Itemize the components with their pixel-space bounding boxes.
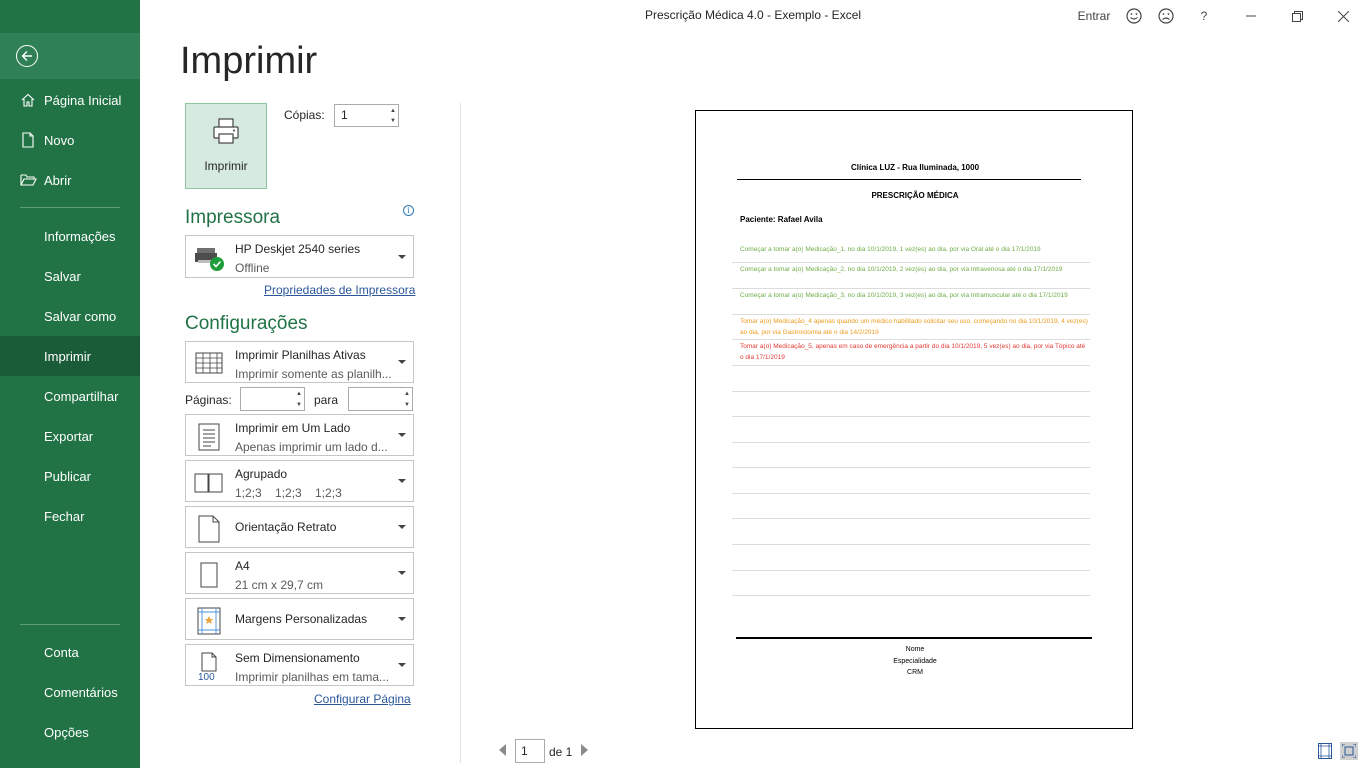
scaling-subtitle: Imprimir planilhas em tama... bbox=[235, 670, 390, 684]
print-preview-page bbox=[695, 110, 1133, 729]
collation-dropdown[interactable] bbox=[185, 460, 414, 502]
paper-size-icon bbox=[190, 557, 228, 593]
next-page-icon[interactable] bbox=[581, 744, 588, 756]
one-sided-page-icon bbox=[190, 419, 228, 455]
open-folder-icon bbox=[19, 171, 37, 189]
preview-row-line bbox=[732, 391, 1090, 392]
print-what-title: Imprimir Planilhas Ativas bbox=[235, 348, 366, 362]
spin-down-icon[interactable]: ▼ bbox=[390, 118, 396, 124]
pages-to-input[interactable] bbox=[348, 387, 413, 411]
close-icon[interactable] bbox=[1328, 0, 1358, 32]
sidebar-item-new[interactable] bbox=[0, 120, 140, 160]
pages-from-input[interactable] bbox=[240, 387, 305, 411]
printer-name: HP Deskjet 2540 series bbox=[235, 242, 361, 256]
backstage-sidebar bbox=[0, 0, 140, 768]
preview-footer-specialty: Especialidade bbox=[893, 658, 937, 665]
preview-row-line bbox=[732, 570, 1090, 571]
panel-divider bbox=[460, 103, 461, 763]
sidebar-item-home[interactable] bbox=[0, 80, 140, 120]
orientation-title: Orientação Retrato bbox=[235, 520, 337, 534]
preview-footer-crm: CRM bbox=[907, 669, 923, 676]
copies-label: Cópias: bbox=[284, 108, 325, 122]
spin-down-icon[interactable]: ▼ bbox=[404, 402, 410, 408]
preview-signature-line bbox=[736, 637, 1092, 639]
preview-header-rule bbox=[737, 179, 1081, 180]
scaling-dropdown[interactable] bbox=[185, 644, 414, 686]
sidebar-item-label: Fechar bbox=[44, 508, 85, 524]
spin-up-icon[interactable]: ▲ bbox=[404, 391, 410, 397]
home-icon bbox=[19, 91, 37, 109]
preview-row-line bbox=[732, 416, 1090, 417]
sides-dropdown[interactable] bbox=[185, 414, 414, 456]
print-button-label: Imprimir bbox=[204, 159, 248, 173]
sides-title: Imprimir em Um Lado bbox=[235, 421, 351, 435]
show-margins-icon[interactable] bbox=[1316, 742, 1334, 760]
sidebar-divider bbox=[20, 624, 120, 625]
sidebar-item-label: Novo bbox=[44, 132, 75, 148]
preview-row-line bbox=[732, 467, 1090, 468]
preview-medication: Começar a tomar a(o) Medicação_2, no dia 10/1/2019, 2 vez(es) ao dia, por via Intravenosa até o dia 17/1/2019 bbox=[740, 266, 1063, 273]
margins-dropdown[interactable] bbox=[185, 598, 414, 640]
sidebar-item-publish[interactable] bbox=[0, 456, 140, 496]
portrait-page-icon bbox=[190, 511, 228, 547]
preview-patient: Paciente: Rafael Avila bbox=[740, 215, 823, 224]
scaling-icon-text: 100 bbox=[198, 672, 215, 683]
settings-section-title: Configurações bbox=[185, 313, 308, 334]
preview-row-line bbox=[732, 339, 1090, 340]
smile-feedback-icon[interactable] bbox=[1124, 0, 1144, 32]
preview-document-title: PRESCRIÇÃO MÉDICA bbox=[871, 191, 959, 200]
previous-page-icon[interactable] bbox=[499, 744, 506, 756]
sidebar-item-label: Opções bbox=[44, 724, 89, 740]
preview-row-line bbox=[732, 595, 1090, 596]
title-bar bbox=[140, 0, 1366, 32]
preview-row-line bbox=[732, 544, 1090, 545]
sidebar-item-account[interactable] bbox=[0, 632, 140, 672]
sidebar-item-label: Salvar como bbox=[44, 308, 117, 324]
preview-medication: Começar a tomar a(o) Medicação_3, no dia 10/1/2019, 3 vez(es) ao dia, por via Intramuscular até o dia 17/1/2019 bbox=[740, 292, 1068, 299]
page-title: Imprimir bbox=[180, 40, 318, 82]
printer-ready-icon bbox=[190, 240, 228, 276]
sides-subtitle: Apenas imprimir um lado d... bbox=[235, 440, 388, 454]
preview-row-line bbox=[732, 288, 1090, 289]
chevron-down-icon bbox=[398, 433, 406, 437]
pages-to-label: para bbox=[314, 393, 339, 407]
preview-footer-name: Nome bbox=[905, 646, 925, 653]
preview-row-line bbox=[732, 518, 1090, 519]
preview-clinic-header: Clínica LUZ - Rua Iluminada, 1000 bbox=[850, 163, 980, 172]
sidebar-item-label: Publicar bbox=[44, 468, 91, 484]
copies-stepper[interactable] bbox=[334, 104, 399, 127]
no-scaling-icon bbox=[190, 649, 228, 685]
help-button[interactable]: ? bbox=[1200, 9, 1208, 23]
sidebar-item-label: Conta bbox=[44, 644, 79, 660]
window-title: Prescrição Médica 4.0 - Exemplo - Excel bbox=[644, 8, 862, 22]
printer-status: Offline bbox=[235, 261, 270, 275]
chevron-down-icon bbox=[398, 571, 406, 575]
orientation-dropdown[interactable] bbox=[185, 506, 414, 548]
sidebar-item-label: Exportar bbox=[44, 428, 94, 444]
preview-row-line bbox=[732, 262, 1090, 263]
chevron-down-icon bbox=[398, 360, 406, 364]
paper-size-dropdown[interactable] bbox=[185, 552, 414, 594]
pages-label: Páginas: bbox=[185, 393, 232, 407]
sidebar-item-close[interactable] bbox=[0, 496, 140, 536]
info-icon[interactable]: i bbox=[403, 205, 414, 216]
sidebar-item-label: Compartilhar bbox=[44, 388, 119, 404]
spin-up-icon[interactable]: ▲ bbox=[296, 391, 302, 397]
minimize-icon[interactable] bbox=[1236, 0, 1266, 32]
preview-medication: Começar a tomar a(o) Medicação_1, no dia 10/1/2019, 1 vez(es) ao dia, por via Oral até o dia 17/1/2019 bbox=[740, 246, 1041, 253]
page-count-label: de 1 bbox=[549, 745, 573, 759]
collated-pages-icon bbox=[190, 465, 228, 501]
chevron-down-icon bbox=[398, 617, 406, 621]
sidebar-item-export[interactable] bbox=[0, 416, 140, 456]
sign-in-link[interactable]: Entrar bbox=[1077, 9, 1111, 23]
printer-dropdown[interactable] bbox=[185, 235, 414, 278]
preview-row-line bbox=[732, 493, 1090, 494]
printer-properties-link[interactable]: Propriedades de Impressora bbox=[264, 283, 416, 297]
sidebar-item-print[interactable] bbox=[0, 336, 140, 376]
print-what-dropdown[interactable] bbox=[185, 341, 414, 383]
collation-title: Agrupado bbox=[235, 467, 288, 481]
restore-icon[interactable] bbox=[1282, 0, 1312, 32]
frown-feedback-icon[interactable] bbox=[1156, 0, 1176, 32]
paper-size-subtitle: 21 cm x 29,7 cm bbox=[235, 578, 324, 592]
chevron-down-icon bbox=[398, 479, 406, 483]
preview-row-line bbox=[732, 442, 1090, 443]
margins-title: Margens Personalizadas bbox=[235, 612, 368, 626]
sidebar-divider bbox=[20, 207, 120, 208]
preview-medication: Tomar a(o) Medicação_4 apenas quando um médico habilitado solicitar seu uso, começando no dia 10/1/2019, 4 vez(es) ao dia, por via Gastrostomia até o dia 14/2/2019 bbox=[740, 318, 1088, 336]
sidebar-item-label: Salvar bbox=[44, 268, 81, 284]
chevron-down-icon bbox=[398, 525, 406, 529]
scaling-title: Sem Dimensionamento bbox=[235, 651, 360, 665]
collation-subtitle: 1;2;3 1;2;3 1;2;3 bbox=[235, 486, 342, 500]
sidebar-item-save[interactable] bbox=[0, 256, 140, 296]
sidebar-item-label: Informações bbox=[44, 228, 116, 244]
printer-section-title: Impressora bbox=[185, 207, 281, 228]
sidebar-item-label: Imprimir bbox=[44, 348, 91, 364]
sidebar-item-label: Abrir bbox=[44, 172, 72, 188]
printer-icon bbox=[211, 116, 241, 151]
sidebar-item-save-as[interactable] bbox=[0, 296, 140, 336]
chevron-down-icon bbox=[398, 255, 406, 259]
sidebar-item-label: Comentários bbox=[44, 684, 118, 700]
page-number-input[interactable]: 1 bbox=[515, 739, 545, 763]
back-arrow-icon bbox=[16, 45, 38, 67]
back-button[interactable] bbox=[0, 33, 140, 79]
preview-row-line bbox=[732, 365, 1090, 366]
new-document-icon bbox=[19, 131, 37, 149]
sidebar-item-options[interactable] bbox=[0, 712, 140, 752]
copies-value: 1 bbox=[341, 108, 348, 122]
page-setup-link[interactable]: Configurar Página bbox=[314, 692, 411, 706]
sidebar-item-open[interactable] bbox=[0, 160, 140, 200]
sidebar-item-label: Página Inicial bbox=[44, 92, 122, 108]
sidebar-item-share[interactable] bbox=[0, 376, 140, 416]
spin-up-icon[interactable]: ▲ bbox=[390, 108, 396, 114]
paper-size-title: A4 bbox=[235, 559, 250, 573]
worksheet-icon bbox=[190, 346, 228, 382]
preview-row-line bbox=[732, 314, 1090, 315]
sidebar-item-feedback[interactable] bbox=[0, 672, 140, 712]
spin-down-icon[interactable]: ▼ bbox=[296, 402, 302, 408]
print-button[interactable] bbox=[185, 103, 267, 189]
zoom-to-page-icon[interactable] bbox=[1340, 742, 1358, 760]
preview-medication: Tomar a(o) Medicação_5, apenas em caso de emergência a partir do dia 10/1/2019, 5 vez(es) ao dia, por via Tópico até o dia 17/1/2019 bbox=[740, 343, 1086, 361]
chevron-down-icon bbox=[398, 663, 406, 667]
sidebar-item-info[interactable] bbox=[0, 216, 140, 256]
custom-margins-icon bbox=[190, 603, 228, 639]
print-what-subtitle: Imprimir somente as planilh... bbox=[235, 367, 392, 381]
